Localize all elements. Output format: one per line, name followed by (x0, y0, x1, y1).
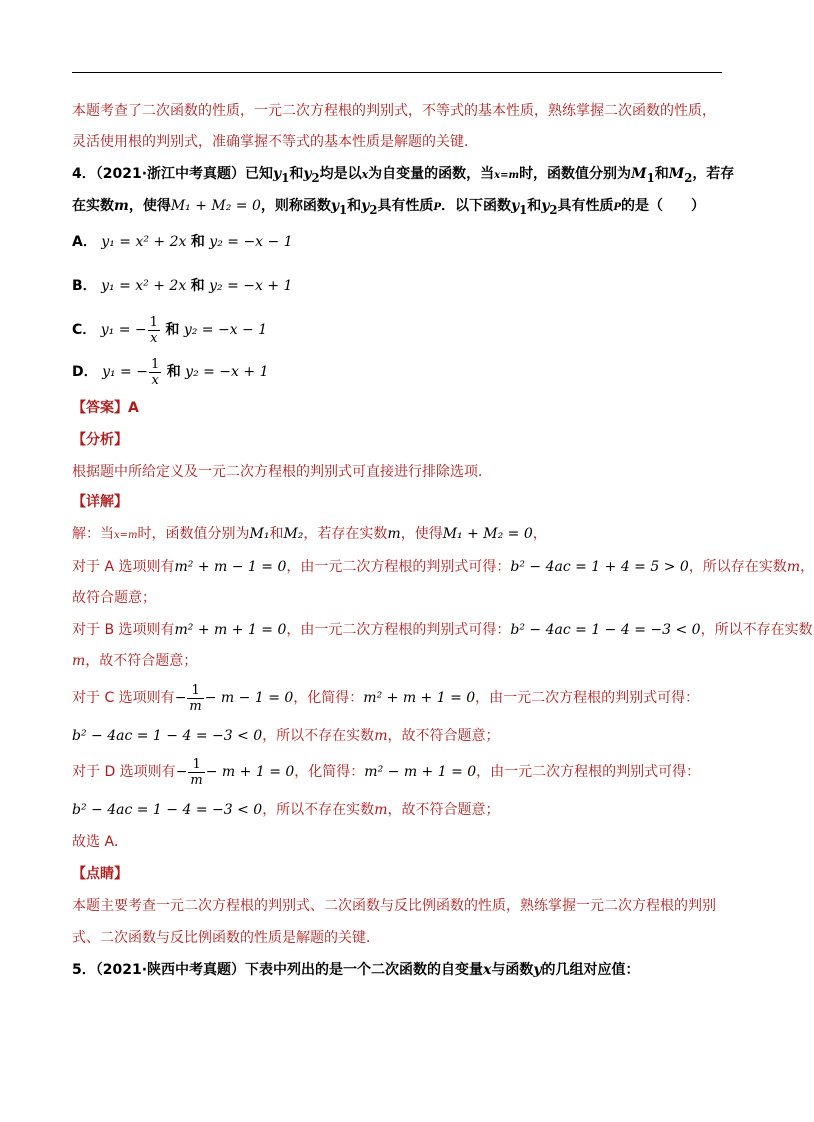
option-y1: y₁ = − (100, 322, 147, 338)
detail-m: m (72, 653, 86, 669)
q4-number: 4． (72, 166, 96, 182)
detail-M1: M₁ (249, 526, 270, 542)
detail-text: 对于 D 选项则有 (72, 764, 176, 780)
detail-label: 【详解】 (72, 494, 128, 510)
detail-disc: b² − 4ac = 1 + 4 = 5 > 0 (510, 559, 689, 575)
fraction-den: x (151, 372, 159, 388)
q4-y2: y (541, 198, 550, 214)
detail-text: ，使得 (400, 526, 443, 542)
fraction-den: x (150, 330, 158, 346)
q4-x: x (361, 168, 369, 181)
option-y2: y₂ = −x + 1 (185, 364, 269, 380)
detail-eq: − m + 1 = 0 (205, 764, 295, 780)
q5-text: 的几组对应值： (541, 962, 640, 978)
detail-fraction (188, 757, 204, 788)
q4-M2-sub: 2 (684, 170, 693, 185)
detail-option-d (72, 754, 700, 790)
detail-eq: m² + m + 1 = 0 (174, 622, 287, 638)
option-c (72, 312, 267, 348)
q4-stem-line-1 (72, 164, 734, 188)
detail-final: 故选 A． (72, 834, 129, 850)
detail-option-b-cont (72, 651, 197, 671)
option-and: 和 (190, 234, 205, 250)
q5-y: y (533, 962, 542, 978)
q5-number: 5． (72, 962, 96, 978)
detail-text: ，化简得： (294, 764, 365, 780)
q4-M2: M (668, 166, 685, 182)
q4-source: （2021·浙江中考真题） (95, 166, 246, 182)
option-and: 和 (166, 364, 181, 380)
option-b (72, 276, 292, 296)
detail-M2: M₂ (283, 526, 304, 542)
detail-option-d-cont (72, 800, 499, 820)
q4-P: P (433, 202, 441, 213)
detail-fraction (187, 683, 203, 714)
analysis-text: 根据题中所给定义及一元二次方程根的判别式可直接进行排除选项． (72, 464, 492, 480)
q5-x: x (483, 962, 492, 978)
detail-disc: b² − 4ac = 1 − 4 = −3 < 0 (72, 802, 263, 818)
detail-text: 解：当 (72, 526, 114, 542)
detail-text: ，所以不存在实数 (262, 728, 375, 744)
q4-y1: y (330, 198, 340, 214)
intro-line-2: 灵活使用根的判别式，准确掌握不等式的基本性质是解题的关键． (72, 134, 478, 150)
q4-y2-sub: 2 (549, 202, 558, 217)
q4-P: P (613, 202, 622, 213)
q4-text: 在实数 (72, 198, 114, 214)
detail-text: ，故不符合题意； (387, 802, 500, 818)
detail-text: ， (532, 526, 547, 542)
detail-option-b (72, 620, 813, 640)
q4-text: 为自变量的函数，当 (368, 166, 495, 182)
q4-text: 已知 (245, 166, 274, 182)
option-label: C． (72, 322, 97, 338)
q4-y2: y (361, 198, 370, 214)
detail-eq: − m − 1 = 0 (204, 690, 294, 706)
detail-line-1 (72, 524, 547, 546)
detail-text: 时，函数值分别为 (137, 526, 250, 542)
fraction-num: 1 (188, 757, 204, 773)
detail-text: ，故不符合题意； (85, 653, 198, 669)
q4-y2: y (303, 166, 312, 182)
q5-text: 与函数 (491, 962, 534, 978)
q4-m: m (114, 198, 129, 214)
q4-y2-sub: 2 (369, 202, 378, 217)
q4-text: ，若存 (692, 166, 735, 182)
option-label: A． (72, 234, 97, 250)
option-y1: y₁ = − (102, 364, 148, 380)
intro-line-1: 本题考查了二次函数的性质，一元二次方程根的判别式，不等式的基本性质，熟练掌握二次函数的性质， (72, 103, 716, 119)
fraction-den: m (190, 772, 203, 788)
q4-text: ．以下函数 (440, 198, 511, 214)
q4-xm: x=m (494, 170, 520, 181)
detail-m: m (374, 802, 388, 818)
detail-text: ，由一元二次方程根的判别式可得： (476, 764, 701, 780)
option-y1: y₁ = x² + 2x (101, 278, 187, 294)
option-y2: y₂ = −x − 1 (183, 322, 268, 338)
option-label: B． (72, 278, 97, 294)
detail-eq: M₁ + M₂ = 0 (442, 526, 533, 542)
answer-label: 【答案】 (72, 400, 128, 416)
detail-neg: − (174, 690, 187, 706)
detail-xm: x=m (114, 530, 138, 541)
detail-text: ，所以不存在实数 (262, 802, 375, 818)
q4-and: 和 (347, 198, 362, 214)
review-line-1: 本题主要考查一元二次方程根的判别式、二次函数与反比例函数的性质，熟练掌握一元二次方程根的判别 (72, 898, 716, 914)
q4-text: ，则称函数 (260, 198, 331, 214)
option-a (72, 232, 293, 252)
detail-text: ，由一元二次方程根的判别式可得： (286, 559, 511, 575)
q4-text: 具有性质 (377, 198, 434, 214)
q4-eq: M₁ + M₂ = 0 (170, 198, 261, 214)
detail-text: 对于 A 选项则有 (72, 559, 175, 575)
detail-text: ，若存在实数 (303, 526, 388, 542)
q5-text: 下表中列出的是一个二次函数的自变量 (245, 962, 484, 978)
q5-stem (72, 960, 640, 980)
option-y1: y₁ = x² + 2x (101, 234, 187, 250)
option-fraction (148, 315, 160, 346)
option-y2: y₂ = −x + 1 (209, 278, 293, 294)
detail-eq: m² + m − 1 = 0 (174, 559, 287, 575)
q4-text: 的是（ ） (621, 198, 706, 214)
q4-text: 具有性质 (557, 198, 614, 214)
detail-option-a (72, 557, 814, 577)
q4-text: ，使得 (128, 198, 171, 214)
detail-m: m (374, 728, 388, 744)
detail-option-c (72, 680, 699, 716)
q5-source: （2021·陕西中考真题） (95, 962, 246, 978)
detail-m: m (387, 526, 401, 542)
detail-text: 对于 B 选项则有 (72, 622, 175, 638)
answer (72, 398, 139, 418)
fraction-num: 1 (149, 314, 158, 330)
detail-eq: m² + m + 1 = 0 (363, 690, 476, 706)
detail-disc: b² − 4ac = 1 − 4 = −3 < 0 (510, 622, 701, 638)
detail-text: ，化简得： (293, 690, 364, 706)
q4-M1: M (631, 166, 647, 182)
q4-y1-sub: 1 (281, 170, 290, 185)
detail-m: m (786, 559, 801, 575)
review-label: 【点睛】 (72, 866, 128, 882)
fraction-num: 1 (187, 683, 203, 699)
detail-text: 对于 C 选项则有 (72, 690, 175, 706)
detail-text: 和 (269, 526, 284, 542)
q4-y1: y (273, 166, 282, 182)
detail-text: ，由一元二次方程根的判别式可得： (475, 690, 700, 706)
detail-text: ， (800, 559, 814, 575)
analysis-label: 【分析】 (72, 432, 128, 448)
q4-y1-sub: 1 (519, 202, 528, 217)
option-d (72, 354, 268, 390)
detail-text: ，所以存在实数 (688, 559, 787, 575)
option-y2: y₂ = −x − 1 (209, 234, 293, 250)
detail-eq: m² − m + 1 = 0 (364, 764, 477, 780)
detail-disc: b² − 4ac = 1 − 4 = −3 < 0 (72, 728, 263, 744)
q4-stem-line-2 (72, 196, 705, 220)
detail-option-a-cont: 故符合题意； (72, 590, 156, 606)
q4-y1: y (510, 198, 520, 214)
q4-M1-sub: 1 (646, 170, 655, 185)
header-rule (72, 72, 722, 73)
q4-text: 均是以 (319, 166, 362, 182)
option-and: 和 (165, 322, 180, 338)
q4-and: 和 (527, 198, 542, 214)
q4-y2-sub: 2 (311, 170, 320, 185)
option-and: 和 (190, 278, 205, 294)
detail-text: ，故不符合题意； (387, 728, 500, 744)
fraction-num: 1 (150, 356, 160, 372)
option-fraction (149, 357, 161, 388)
detail-neg: − (175, 764, 188, 780)
review-line-2: 式、二次函数与反比例函数的性质是解题的关键． (72, 930, 380, 946)
option-label: D． (72, 364, 98, 380)
fraction-den: m (189, 698, 202, 714)
q4-text: 时，函数值分别为 (519, 166, 632, 182)
detail-text: ，由一元二次方程根的判别式可得： (286, 622, 511, 638)
detail-text: ，所以不存在实数 (700, 622, 813, 638)
answer-value: A (128, 400, 139, 416)
detail-option-c-cont (72, 726, 499, 746)
q4-and: 和 (289, 166, 304, 182)
q4-y1-sub: 1 (339, 202, 348, 217)
q4-and: 和 (654, 166, 669, 182)
